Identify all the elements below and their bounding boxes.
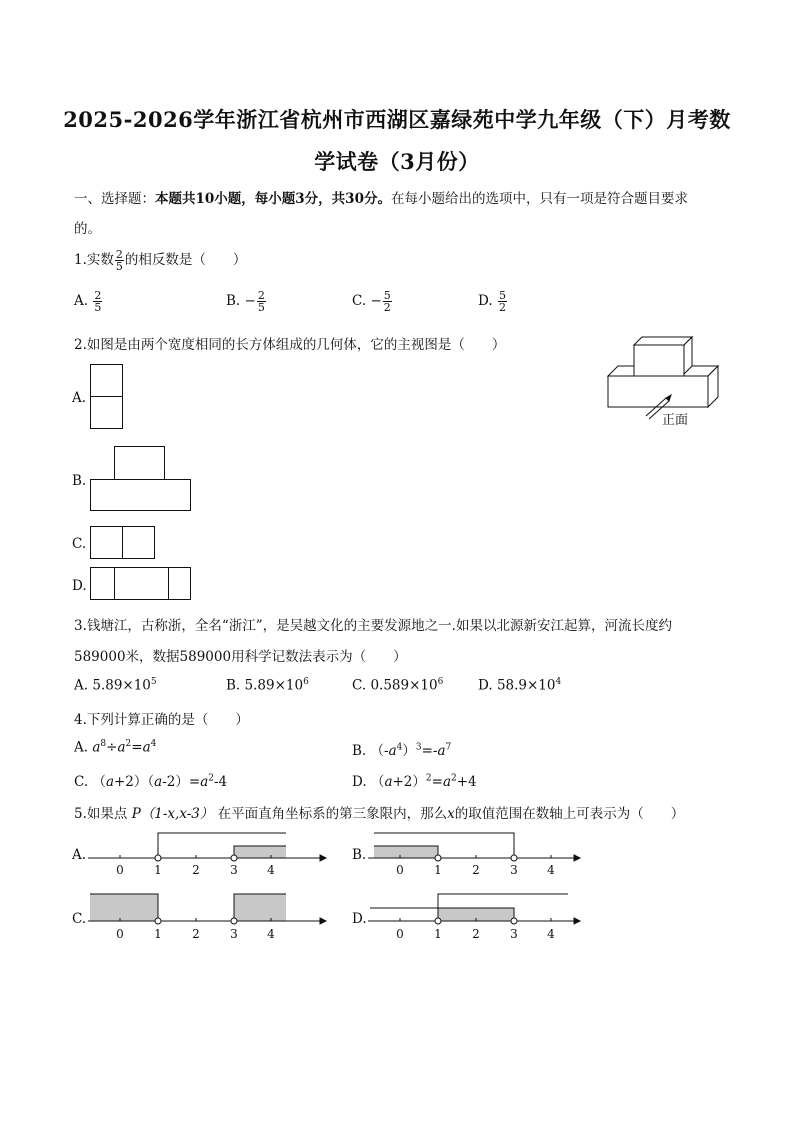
q1-text-post: 的相反数是（ ） — [124, 252, 247, 268]
q4-option-d[interactable]: D. $(a+2)^2=a^2+4$ — [352, 773, 477, 790]
option-label: B. — [352, 743, 367, 759]
question-4: 4.下列计算正确的是（ ） — [74, 712, 249, 728]
q5-option-d-number-line[interactable] — [368, 888, 608, 942]
q1-option-c[interactable] — [352, 290, 393, 313]
tick-label: 1 — [434, 927, 442, 941]
option-sign: − — [244, 293, 256, 309]
bottom-box-front — [608, 376, 708, 407]
tick-label: 2 — [472, 863, 480, 877]
top-box-front — [634, 345, 684, 376]
front-label: 正面 — [662, 413, 689, 428]
q2-option-d-figure[interactable] — [88, 565, 194, 603]
q1-frac-num: 2 — [115, 248, 123, 261]
frac-num: 5 — [383, 289, 391, 302]
option-base: 0.589×10 — [370, 677, 438, 694]
frac-num: 5 — [498, 289, 506, 302]
q2-option-a-label[interactable]: A. — [72, 390, 87, 406]
q5-option-a-label[interactable]: A. — [72, 847, 87, 863]
tick-label: 0 — [116, 927, 124, 941]
option-label: D. — [478, 293, 493, 309]
option-label: A. — [74, 739, 89, 756]
option-label: B. — [226, 293, 241, 309]
tick-label: 2 — [192, 863, 200, 877]
section-heading-part-c: 在每小题给出的选项中，只有一项是符合题目要求 — [390, 191, 688, 207]
q1-frac-den: 5 — [115, 260, 123, 273]
q5-variable: x — [447, 806, 455, 822]
q1-text-pre: 1.实数 — [74, 252, 114, 268]
q5-option-c-label[interactable]: C. — [72, 911, 87, 927]
q1-option-d[interactable] — [478, 290, 508, 313]
q5-text-pre: 5.如果点 — [74, 806, 128, 822]
q5-option-b-label[interactable]: B. — [352, 847, 367, 863]
question-3-line2: 589000米，数据589000用科学记数法表示为（ ） — [74, 649, 407, 665]
top-box-top — [634, 337, 692, 345]
q3-option-a[interactable] — [74, 677, 157, 694]
tick-label: 3 — [230, 927, 238, 941]
frac-den: 5 — [257, 301, 265, 314]
option-fraction — [498, 290, 507, 313]
q1-option-b[interactable] — [226, 290, 267, 313]
page-title-line1: 2025-2026学年浙江省杭州市西湖区嘉绿苑中学九年级（下）月考数 — [63, 107, 731, 132]
option-exponent: 4 — [555, 677, 562, 687]
option-fraction — [257, 290, 266, 313]
option-label: C. — [352, 677, 367, 694]
q2-option-b-label[interactable]: B. — [72, 473, 87, 489]
tick-label: 4 — [547, 863, 555, 877]
option-label: C. — [74, 774, 89, 790]
page-title-line2: 学试卷（3月份） — [314, 149, 480, 174]
q5-text-mid: 在平面直角坐标系的第三象限内，那么 — [217, 806, 448, 822]
q4-option-a[interactable]: A. $a^8\div a^2=a^4$ — [74, 739, 157, 756]
option-base: 58.9×10 — [496, 677, 556, 694]
section-heading-end: 的。 — [74, 221, 101, 237]
tick-label: 2 — [472, 927, 480, 941]
q3-option-d[interactable] — [478, 677, 561, 694]
q1-option-a[interactable] — [74, 290, 103, 313]
frac-num: 2 — [94, 289, 102, 302]
option-label: B. — [226, 677, 241, 694]
question-5 — [74, 802, 684, 822]
option-label: D. — [352, 774, 367, 790]
option-sign: − — [370, 293, 382, 309]
tick-label: 3 — [230, 863, 238, 877]
q2-option-d-label[interactable]: D. — [72, 578, 87, 594]
option-fraction — [383, 290, 392, 313]
option-exponent: 6 — [437, 677, 444, 687]
option-label: D. — [478, 677, 493, 694]
question-3-line1: 3.钱塘江，古称浙，全名“浙江”，是吴越文化的主要发源地之一.如果以北源新安江起算，河流长度约 — [74, 618, 672, 634]
q5-option-b-number-line[interactable] — [368, 828, 608, 878]
frac-den: 2 — [383, 301, 391, 314]
question-1 — [74, 248, 246, 272]
option-base: 5.89×10 — [244, 677, 304, 694]
option-fraction — [93, 290, 102, 313]
q2-option-c-figure[interactable] — [88, 524, 158, 562]
tick-label: 1 — [154, 863, 162, 877]
tick-label: 4 — [267, 927, 275, 941]
tick-label: 3 — [510, 927, 518, 941]
q3-option-c[interactable] — [352, 677, 443, 694]
tick-label: 1 — [154, 927, 162, 941]
tick-label: 1 — [434, 863, 442, 877]
frac-num: 2 — [257, 289, 265, 302]
tick-label: 0 — [116, 863, 124, 877]
question-2: 2.如图是由两个宽度相同的长方体组成的几何体，它的主视图是（ ） — [74, 337, 506, 353]
tick-label: 3 — [510, 863, 518, 877]
tick-label: 4 — [547, 927, 555, 941]
tick-label: 4 — [267, 863, 275, 877]
tick-label: 0 — [396, 863, 404, 877]
option-exponent: 6 — [303, 677, 309, 687]
option-base: 5.89×10 — [92, 677, 151, 694]
tick-label: 0 — [396, 927, 404, 941]
q5-option-d-label[interactable]: D. — [352, 911, 367, 927]
q3-option-b[interactable] — [226, 677, 309, 694]
tick-label: 2 — [192, 927, 200, 941]
option-label: C. — [352, 293, 367, 309]
q2-option-a-figure[interactable] — [88, 362, 128, 432]
q4-option-b[interactable]: B. $(-a^4)^3=-a^7$ — [352, 742, 452, 759]
section-heading — [74, 187, 688, 207]
section-heading-part-a: 一、选择题： — [74, 191, 155, 207]
q5-text-post: 的取值范围在数轴上可表示为（ ） — [454, 806, 685, 822]
q5-point: P（1-x,x-3） — [131, 806, 214, 822]
q2-option-b-figure[interactable] — [88, 444, 194, 514]
frac-den: 5 — [94, 301, 102, 314]
frac-den: 2 — [498, 301, 506, 314]
section-heading-part-b: 本题共10小题，每小题3分，共30分。 — [155, 191, 391, 207]
q1-fraction — [115, 249, 124, 272]
q4-option-c[interactable]: C. $(a+2)(a-2)=a^2-4$ — [74, 773, 228, 790]
option-label: A. — [74, 677, 89, 694]
option-label: A. — [74, 293, 89, 309]
q2-option-c-label[interactable]: C. — [72, 536, 87, 552]
option-exponent: 5 — [150, 677, 157, 687]
q5-option-a-number-line[interactable] — [88, 828, 328, 878]
q5-option-c-number-line[interactable] — [88, 888, 328, 942]
